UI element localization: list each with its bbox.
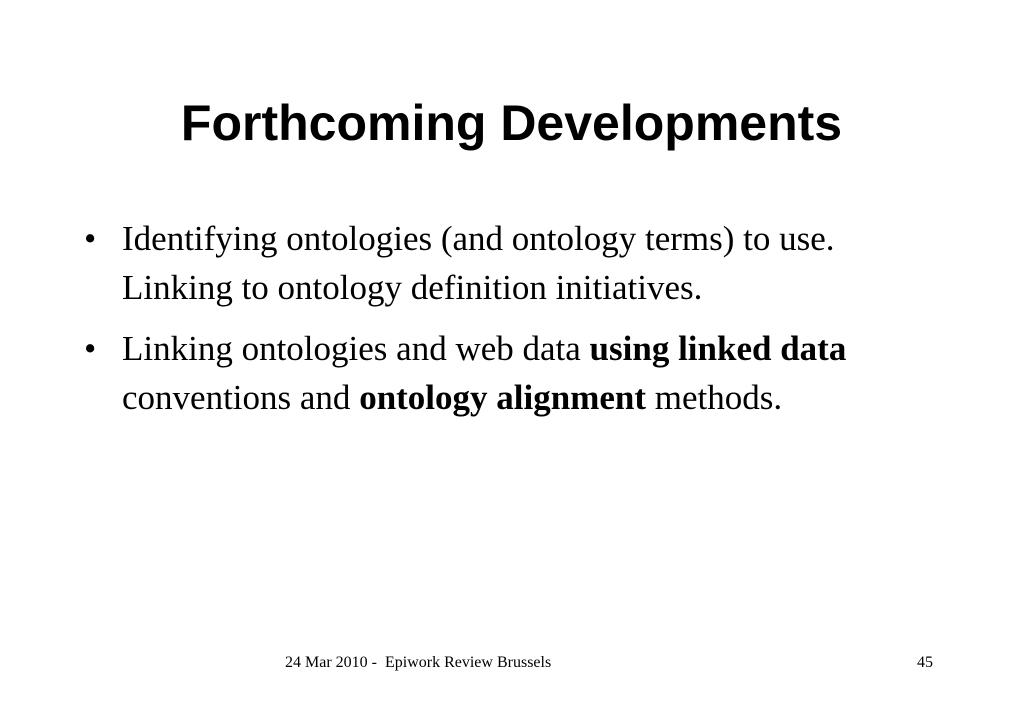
bullet-dot-icon: • xyxy=(84,329,97,368)
bullet-text-segment: conventions and xyxy=(122,378,360,417)
bullet-bold-segment: using linked data xyxy=(589,329,847,368)
slide-title: Forthcoming Developments xyxy=(180,95,843,151)
page-number: 45 xyxy=(917,654,933,671)
bullet-text-segment: Identifying ontologies (and ontology terms) to use. Linking to ontology definition initiatives. xyxy=(122,219,835,307)
bullet-bold-segment: ontology alignment xyxy=(359,378,647,417)
bullet-list xyxy=(84,214,924,434)
bullet-item xyxy=(84,214,924,312)
footer-text: 24 Mar 2010 - Epiwork Review Brussels xyxy=(285,654,552,671)
bullet-text-segment: methods. xyxy=(646,378,783,417)
bullet-item xyxy=(84,324,924,422)
bullet-text-segment: Linking ontologies and web data xyxy=(122,329,590,368)
bullet-dot-icon: • xyxy=(84,219,97,258)
